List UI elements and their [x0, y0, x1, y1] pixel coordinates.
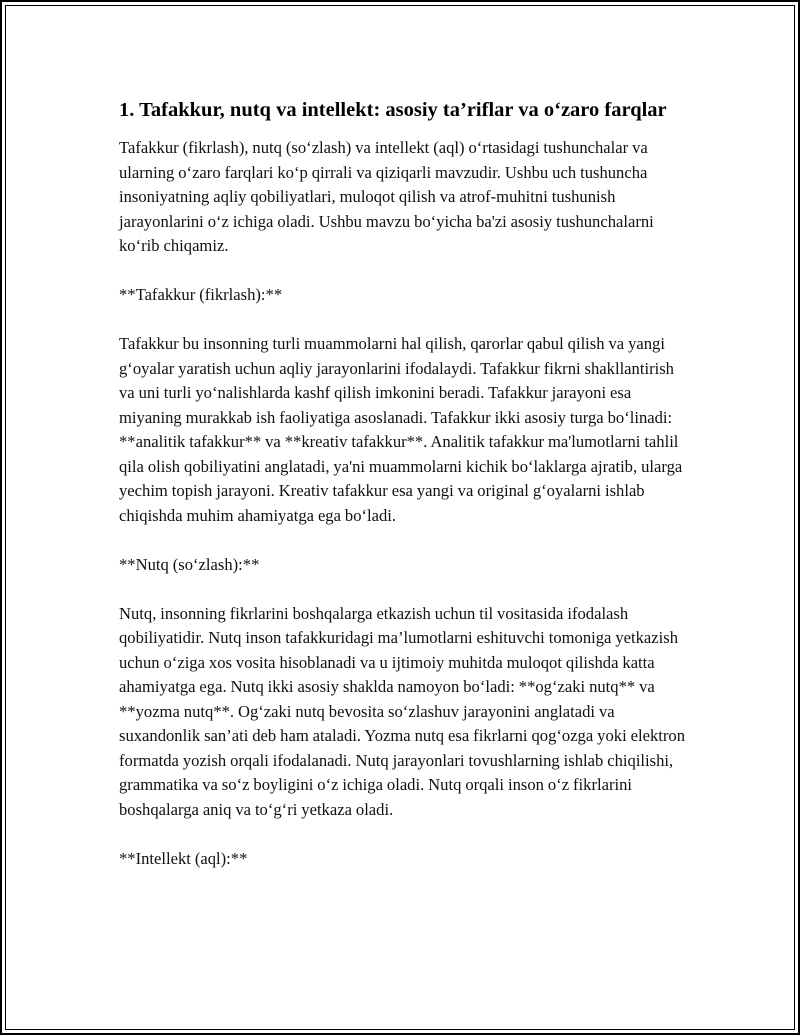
tafakkur-paragraph: Tafakkur bu insonning turli muammolarni hal qilish, qarorlar qabul qilish va yangi g‘oyalar yaratish uchun aqliy jarayonlarini ifodalaydi. Tafakkur fikrni shakllantirish va uni turli yo‘nalishlarda kashf qilish imkonini beradi. Tafakkur jarayoni esa miyaning murakkab ish faoliyatiga asoslanadi. Tafakkur ikki asosiy turga bo‘linadi: **analitik tafakkur** va **kreativ tafakkur**. Analitik tafakkur ma'lumotlarni tahlil qila olish qobiliyatini anglatadi, ya'ni muammolarni kichik bo‘laklarga ajratib, ularga yechim topish jarayoni. Kreativ tafakkur esa yangi va original g‘oyalarni ishlab chiqishda muhim ahamiyatga ega bo‘ladi. [119, 334, 683, 525]
intro-paragraph: Tafakkur (fikrlash), nutq (so‘zlash) va intellekt (aql) o‘rtasidagi tushunchalar va ularning o‘zaro farqlari ko‘p qirrali va qiziqarli mavzudir. Ushbu uch tushuncha insoniyatning aqliy qobiliyatlari, muloqot qilish va atrof-muhitni tushunish jarayonlarini o‘z ichiga oladi. Ushbu mavzu bo‘yicha ba'zi asosiy tushunchalarni ko‘rib chiqamiz. [119, 138, 654, 255]
document-body [119, 96, 693, 871]
subheading-intellekt: **Intellekt (aql):** [119, 848, 248, 868]
subheading-nutq: **Nutq (so‘zlash):** [119, 554, 260, 574]
section-heading: 1. Tafakkur, nutq va intellekt: asosiy ta’riflar va o‘zaro farqlar [119, 99, 667, 121]
paragraph-spacer [119, 822, 693, 847]
paragraph-spacer [119, 528, 693, 553]
paragraph-spacer [119, 259, 693, 284]
paragraph-spacer [119, 308, 693, 333]
subheading-tafakkur: **Tafakkur (fikrlash):** [119, 285, 283, 304]
nutq-paragraph: Nutq, insonning fikrlarini boshqalarga etkazish uchun til vositasida ifodalash qobiliyatidir. Nutq inson tafakkuridagi ma’lumotlarni eshituvchi tomoniga yetkazish uchun o‘ziga xos vosita hisoblanadi va u ijtimoiy muhitda muloqot qilishda katta ahamiyatga ega. Nutq ikki asosiy shaklda namoyon bo‘ladi: **og‘zaki nutq** va **yozma nutq**. Og‘zaki nutq bevosita so‘zlashuv jarayonini anglatadi va suxandonlik san’ati deb ham ataladi. Yozma nutq esa fikrlarni qog‘ozga yoki elektron formatda yozish orqali ifodalanadi. Nutq jarayonlari tovushlarning ishlab chiqilishi, grammatika va so‘z boyligini o‘z ichiga oladi. Nutq orqali inson o‘z fikrlarini boshqalarga aniq va to‘g‘ri yetkaza oladi. [119, 603, 685, 819]
paragraph-spacer [119, 577, 693, 602]
